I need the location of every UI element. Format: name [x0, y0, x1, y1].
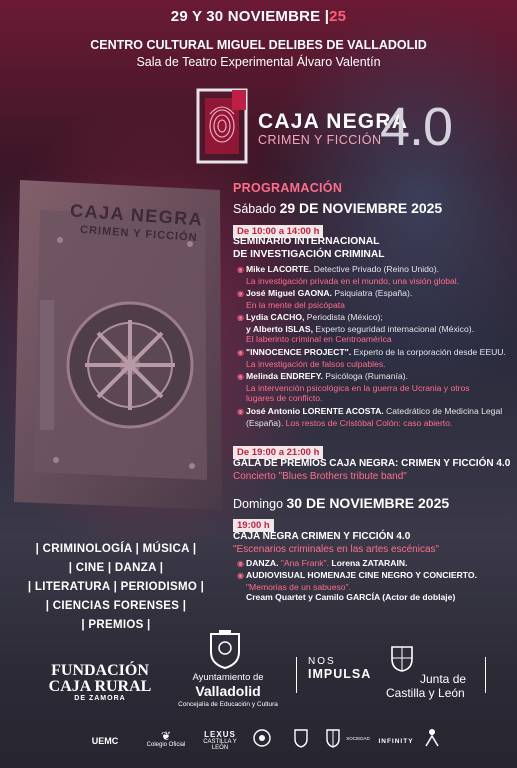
sociedad-logo: SOCIEDAD: [346, 736, 370, 741]
topic-line: | CRIMINOLOGÍA | MÚSICA |: [35, 543, 197, 555]
speaker-item: [237, 406, 509, 428]
topic-line: | LITERATURA | PERIODISMO |: [27, 581, 205, 593]
talk-title: El laberinto criminal en Centroamérica: [246, 334, 392, 345]
sponsor-line: Junta de: [420, 672, 467, 686]
speaker-item: [237, 312, 509, 345]
ayuntamiento-valladolid-logo: [180, 672, 276, 699]
sunday-title: CAJA NEGRA CRIMEN Y FICCIÓN 4.0: [233, 531, 411, 542]
talk-title: La intervención psicológica en la guerra de Ucrania y otros: [246, 382, 470, 393]
speaker-name: "INNOCENCE PROJECT".: [246, 347, 352, 357]
target-bullet-icon: ◉: [237, 407, 244, 416]
talk-title-cont: lugares de conflicto.: [246, 393, 323, 404]
event-dates: [0, 8, 517, 25]
sponsor-line: Colegio Oficial: [146, 742, 186, 748]
topic-line: | CINE | DANZA |: [68, 562, 164, 574]
speaker-item: [237, 347, 509, 369]
sponsor-line: NOS: [308, 656, 336, 667]
speaker-role: Catedrático de Medicina Legal: [383, 406, 503, 416]
fundacion-caja-rural-logo: [40, 663, 160, 702]
crest-logo-icon: [325, 728, 341, 748]
program-heading: PROGRAMACIÓN: [233, 181, 343, 195]
item-rest: Lorena ZATARAIN.: [329, 558, 408, 568]
colegio-oficial-logo: [142, 730, 190, 748]
speaker-role-cont: (España).: [246, 417, 284, 428]
target-bullet-icon: ◉: [237, 571, 244, 580]
seal-logo-icon: [253, 729, 271, 747]
sunday-date-text: 30 DE NOVIEMBRE 2025: [286, 495, 450, 511]
brand-title: CAJA NEGRA: [258, 110, 409, 133]
sponsor-line: Castilla y León: [386, 686, 465, 700]
venue-room: Sala de Teatro Experimental Álvaro Valentín: [136, 55, 381, 69]
talk-title: Los restos de Cristóbal Colón: caso abierto.: [283, 417, 453, 428]
concejalia-label: Concejalía de Educación y Cultura: [178, 701, 278, 708]
time-tag: De 19:00 a 21:00 h: [233, 446, 323, 459]
sponsor-line: IMPULSA: [308, 667, 372, 681]
infinity-logo: INFINITY: [378, 738, 414, 745]
item-label: DANZA.: [246, 558, 279, 568]
vault-engraving-line2: CRIMEN Y FICCIÓN: [79, 223, 198, 245]
concert-title: Concierto "Blues Brothers tribute band": [233, 471, 407, 482]
speaker-role-2: Experto seguridad internacional (México).: [313, 323, 474, 334]
sunday-prefix: Domingo: [233, 497, 284, 511]
speaker-role: Experto de la corporación desde EEUU.: [351, 347, 506, 357]
target-bullet-icon: ◉: [237, 372, 244, 381]
speaker-name: Melinda ENDREFY.: [246, 371, 323, 381]
nos-impulsa-logo: [308, 656, 371, 681]
saturday-date: [233, 200, 442, 216]
sponsor-line: FUNDACIÓN: [51, 662, 149, 679]
valladolid-coat-of-arms-icon: [207, 630, 243, 670]
event-year: 25: [329, 8, 347, 25]
talk-title: La investigación de falsos culpables.: [246, 358, 386, 369]
divider: [485, 657, 486, 693]
sunday-subtitle: "Escenarios criminales en las artes escénicas": [233, 544, 440, 555]
target-bullet-icon: ◉: [237, 313, 244, 322]
target-bullet-icon: ◉: [237, 265, 244, 274]
bird-icon: ❦: [160, 729, 172, 743]
divider: [296, 657, 297, 693]
junta-coat-of-arms-icon: [390, 643, 414, 673]
speaker-role: Periodista (México);: [304, 312, 383, 322]
speaker-name-2: y Alberto ISLAS,: [246, 323, 314, 334]
brand-subtitle: CRIMEN Y FICCIÓN: [258, 133, 382, 147]
speaker-item: [237, 371, 509, 404]
speaker-item: [237, 264, 509, 286]
saturday-date-text: 29 DE NOVIEMBRE 2025: [279, 200, 443, 216]
sunday-item: [237, 570, 509, 603]
seminar-title-line1: SEMINARIO INTERNACIONAL: [233, 236, 380, 247]
sponsor-line: Ayuntamiento de: [192, 672, 264, 683]
target-bullet-icon: ◉: [237, 559, 244, 568]
item-label: AUDIOVISUAL HOMENAJE CINE NEGRO Y CONCIERTO.: [246, 570, 477, 580]
speaker-role: Psicóloga (Rumanía).: [322, 371, 408, 381]
crest-logo-icon: [293, 728, 309, 748]
seminar-title: [233, 236, 385, 261]
event-dates-text: 29 Y 30 NOVIEMBRE |: [170, 8, 330, 25]
item-rest: Cream Quartet y Camilo GARCÍA (Actor de doblaje): [246, 592, 456, 603]
gala-title: GALA DE PREMIOS CAJA NEGRA: CRIMEN Y FICCIÓN 4.0: [233, 458, 511, 469]
time-tag: De 10:00 a 14:00 h: [233, 225, 323, 238]
item-work: "Memorias de un sabueso".: [246, 581, 351, 592]
brand-version: 4.0: [380, 97, 453, 157]
sunday-item: [237, 558, 509, 570]
speaker-name: José Miguel GAONA.: [246, 288, 332, 298]
talk-title: La investigación privada en el mundo, una visión global.: [246, 275, 460, 286]
vault-engraving-line1: CAJA NEGRA: [69, 200, 204, 230]
sponsor-line: LEXUS: [204, 730, 236, 739]
item-work: "Ana Frank".: [278, 558, 329, 568]
sunday-date: [233, 495, 449, 511]
target-bullet-icon: ◉: [237, 348, 244, 357]
time-tag: 19:00 h: [233, 519, 274, 532]
speaker-role: Detective Privado (Reino Unido).: [311, 264, 439, 274]
topic-line: | PREMIOS |: [81, 619, 151, 631]
talk-title: En la mente del psicópata: [246, 299, 345, 310]
uemc-logo: UEMC: [91, 736, 119, 746]
sponsor-line: CAJA RURAL: [48, 678, 152, 695]
figure-logo-icon: [424, 728, 440, 748]
lexus-logo: [196, 730, 244, 751]
speaker-name: Mike LACORTE.: [246, 264, 312, 274]
sponsor-line: CASTILLA Y LEÓN: [203, 739, 237, 751]
sponsor-line: Valladolid: [195, 683, 261, 699]
speaker-item: [237, 288, 509, 310]
speaker-name: José Antonio LORENTE ACOSTA.: [246, 406, 384, 416]
target-bullet-icon: ◉: [237, 289, 244, 298]
topic-line: | CIENCIAS FORENSES |: [45, 600, 187, 612]
speaker-name: Lydia CACHO,: [246, 312, 305, 322]
speaker-role: Psiquiatra (España).: [331, 288, 413, 298]
junta-castilla-leon-logo: [386, 672, 466, 700]
seminar-title-line2: DE INVESTIGACIÓN CRIMINAL: [233, 248, 385, 260]
venue-name: CENTRO CULTURAL MIGUEL DELIBES DE VALLADOLID: [90, 38, 427, 52]
saturday-prefix: Sábado: [233, 202, 277, 216]
sponsor-line: DE ZAMORA: [74, 695, 126, 702]
